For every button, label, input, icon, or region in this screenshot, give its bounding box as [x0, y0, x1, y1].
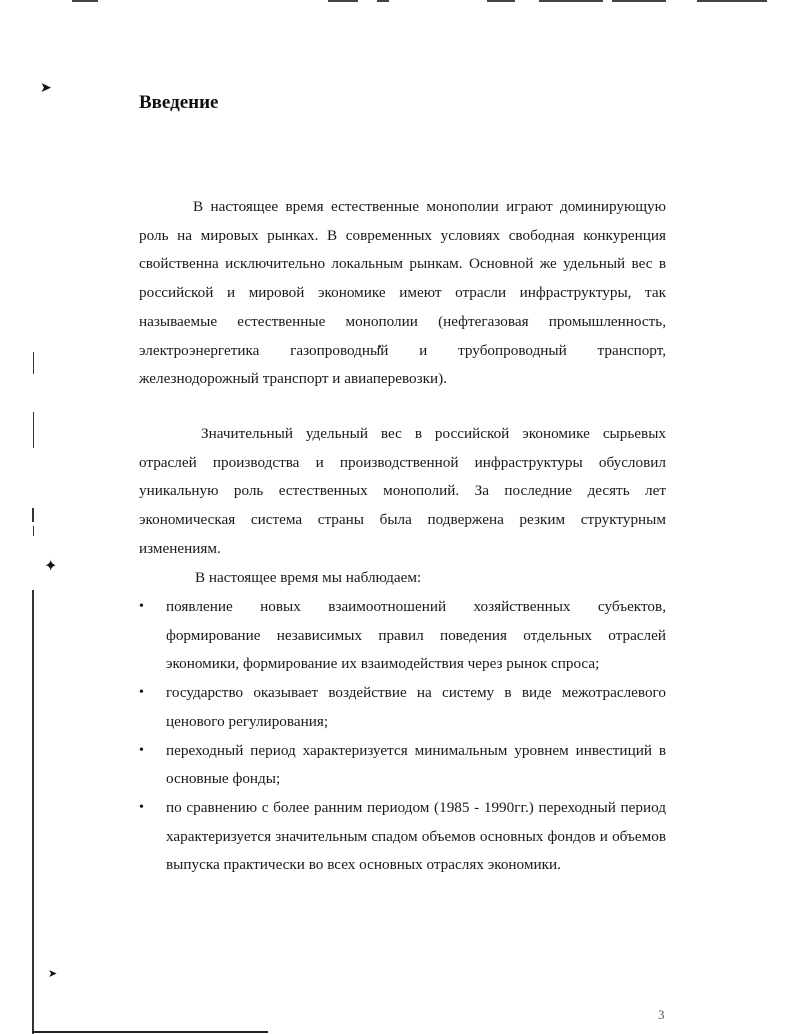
list-item-text: переходный период характеризуется минимальным уровнем инвестиций в основные фонды; [166, 741, 666, 788]
scan-margin-line [32, 508, 34, 522]
paragraph: В настоящее время мы наблюдаем: [195, 569, 422, 586]
scan-mark-top [539, 0, 603, 2]
list-item [139, 679, 666, 736]
scan-speck-icon: ✦ [44, 558, 58, 575]
paragraph: В настоящее время естественные монополии играют доминирующую роль на мировых рынках. В современных условиях свободная конкуренция свойственна исключительно локальным рынкам. Основной же удельный вес в российской и мировой экономике имеют отрасли инфраструктуры, так называемые естественные монополии (нефтегазовая промышленность, электроэнергетика газопроводный и трубопроводный транспорт, железнодорожный транспорт и авиаперевозки). [139, 198, 666, 388]
scan-mark-top [612, 0, 666, 2]
scan-mark-top [487, 0, 515, 2]
list-item-text: появление новых взаимоотношений хозяйственных субъектов, формирование независимых правил поведения отдельных отраслей экономики, формирование их взаимодействия через рынок спроса; [166, 598, 666, 673]
scan-margin-line [32, 590, 34, 1034]
scan-mark-top [72, 0, 98, 2]
scan-margin-line [33, 526, 34, 536]
scan-bottom-line [32, 1031, 268, 1033]
bullet-list [139, 593, 666, 880]
bullet-icon: • [139, 685, 144, 701]
paragraph: Значительный удельный вес в российской экономике сырьевых отраслей производства и производственной инфраструктуры обусловил уникальную роль естественных монополий. За последние десять лет экономическая система страны была подвержена резким структурным изменениям. [139, 425, 666, 557]
scan-mark-top [328, 0, 358, 2]
scan-speck-icon: ➤ [48, 968, 58, 980]
scan-speck-icon: ➤ [40, 81, 52, 96]
list-item [139, 737, 666, 794]
bullet-icon: • [139, 742, 144, 758]
scan-mark-top [697, 0, 767, 2]
list-item-text: государство оказывает воздействие на систему в виде межотраслевого ценового регулирования; [166, 684, 666, 730]
page-title: Введение [139, 92, 219, 113]
scan-margin-line [33, 352, 34, 374]
page-number: 3 [658, 1007, 665, 1022]
bullet-icon: • [139, 599, 144, 614]
scan-mark-top [377, 0, 389, 2]
list-item-text: по сравнению с более ранним периодом (1985 - 1990гг.) переходный период характеризуется значительным спадом объемов основных фондов и объемов выпуска практически во всех основных отраслях экономики. [166, 798, 666, 874]
list-item [139, 794, 666, 880]
scan-margin-line [33, 412, 34, 448]
bullet-icon: • [139, 799, 144, 815]
list-item [139, 593, 666, 679]
